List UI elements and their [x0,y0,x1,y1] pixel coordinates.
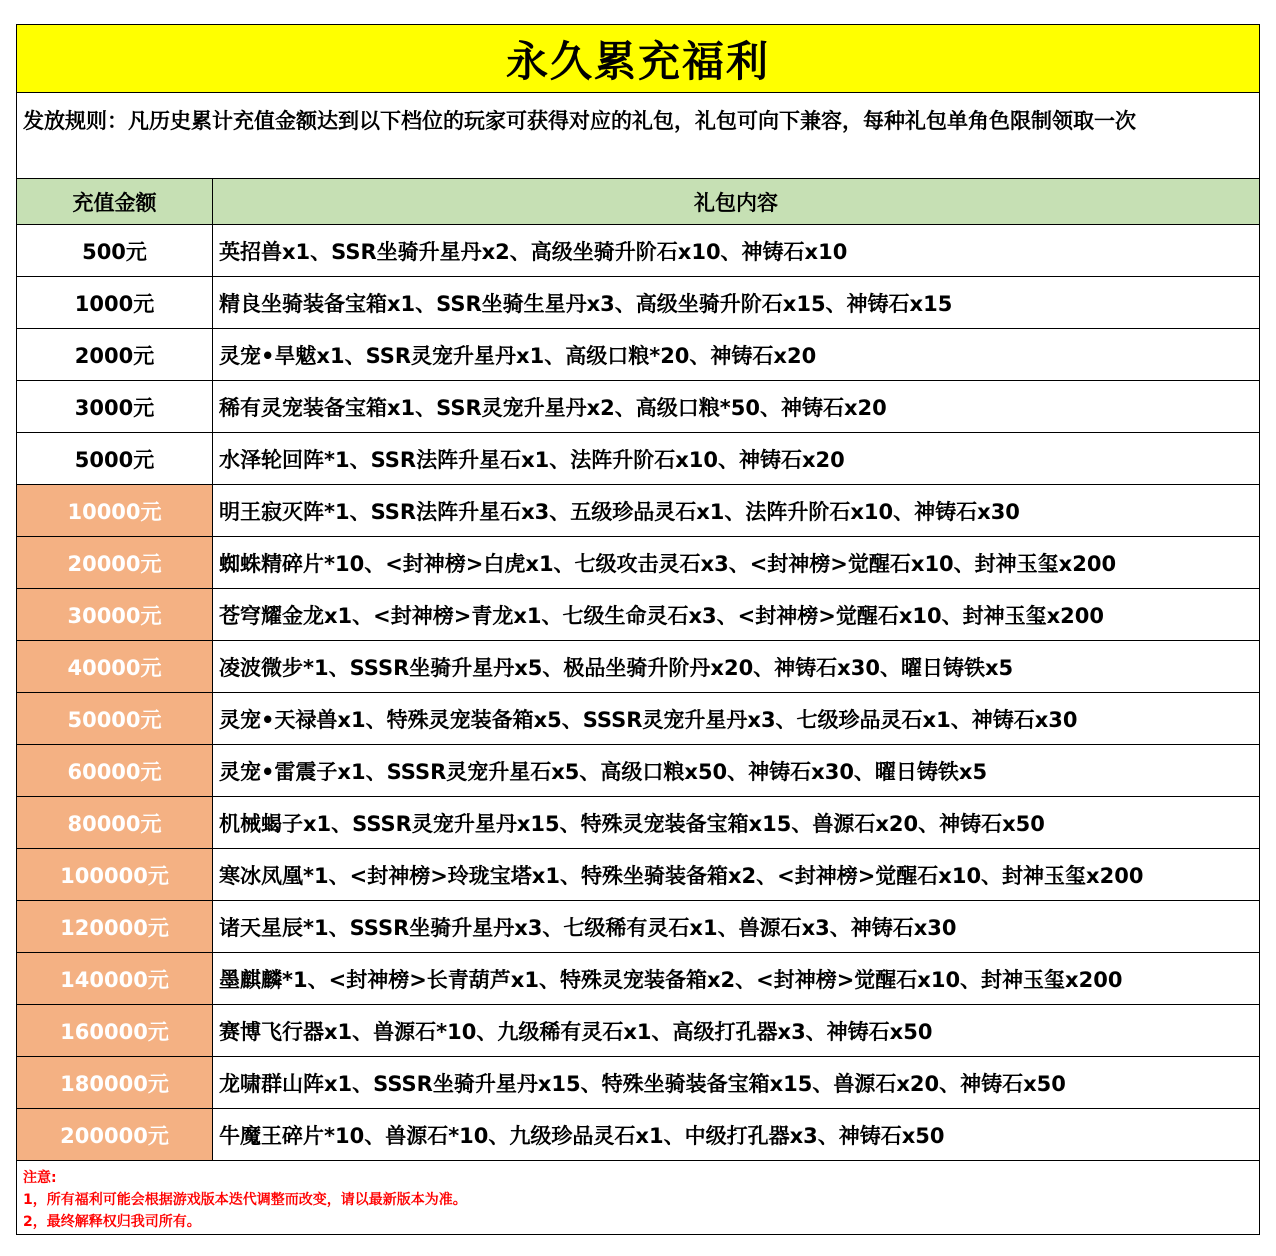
amount-cell: 120000元 [17,901,213,953]
amount-cell: 60000元 [17,745,213,797]
note-line: 1，所有福利可能会根据游戏版本迭代调整而改变，请以最新版本为准。 [23,1192,467,1208]
gift-cell: 寒冰凤凰*1、<封神榜>玲珑宝塔x1、特殊坐骑装备箱x2、<封神榜>觉醒石x10、封神玉玺x200 [213,849,1260,901]
amount-cell: 200000元 [17,1109,213,1161]
table-row [17,225,1260,277]
amount-cell: 2000元 [17,329,213,381]
table-header-row [17,179,1260,225]
table-row [17,589,1260,641]
page-title: 永久累充福利 [17,25,1260,93]
gift-cell: 龙啸群山阵x1、SSSR坐骑升星丹x15、特殊坐骑装备宝箱x15、兽源石x20、神铸石x50 [213,1057,1260,1109]
gift-cell: 凌波微步*1、SSSR坐骑升星丹x5、极品坐骑升阶丹x20、神铸石x30、曜日铸铁x5 [213,641,1260,693]
gift-cell: 灵宠•旱魃x1、SSR灵宠升星丹x1、高级口粮*20、神铸石x20 [213,329,1260,381]
amount-cell: 20000元 [17,537,213,589]
amount-cell: 500元 [17,225,213,277]
amount-cell: 100000元 [17,849,213,901]
amount-cell: 40000元 [17,641,213,693]
table-row [17,641,1260,693]
amount-cell: 50000元 [17,693,213,745]
amount-cell: 160000元 [17,1005,213,1057]
gift-cell: 墨麒麟*1、<封神榜>长青葫芦x1、特殊灵宠装备箱x2、<封神榜>觉醒石x10、封神玉玺x200 [213,953,1260,1005]
gift-cell: 赛博飞行器x1、兽源石*10、九级稀有灵石x1、高级打孔器x3、神铸石x50 [213,1005,1260,1057]
table-row [17,1109,1260,1161]
amount-cell: 1000元 [17,277,213,329]
amount-cell: 5000元 [17,433,213,485]
table-row [17,433,1260,485]
header-gifts: 礼包内容 [213,179,1260,225]
amount-cell: 30000元 [17,589,213,641]
gift-cell: 明王寂灭阵*1、SSR法阵升星石x3、五级珍品灵石x1、法阵升阶石x10、神铸石x30 [213,485,1260,537]
gift-cell: 牛魔王碎片*10、兽源石*10、九级珍品灵石x1、中级打孔器x3、神铸石x50 [213,1109,1260,1161]
table-row [17,901,1260,953]
table-row [17,745,1260,797]
amount-cell: 3000元 [17,381,213,433]
gift-cell: 灵宠•雷震子x1、SSSR灵宠升星石x5、高级口粮x50、神铸石x30、曜日铸铁x5 [213,745,1260,797]
notes-heading: 注意: [23,1170,57,1186]
amount-cell: 140000元 [17,953,213,1005]
table-row [17,1005,1260,1057]
table-row [17,485,1260,537]
table-row [17,797,1260,849]
note-line: 2，最终解释权归我司所有。 [23,1214,201,1230]
table-row [17,277,1260,329]
notes-section [17,1161,1260,1235]
amount-cell: 80000元 [17,797,213,849]
gift-cell: 机械蝎子x1、SSSR灵宠升星丹x15、特殊灵宠装备宝箱x15、兽源石x20、神铸石x50 [213,797,1260,849]
gift-cell: 稀有灵宠装备宝箱x1、SSR灵宠升星丹x2、高级口粮*50、神铸石x20 [213,381,1260,433]
gift-cell: 诸天星辰*1、SSSR坐骑升星丹x3、七级稀有灵石x1、兽源石x3、神铸石x30 [213,901,1260,953]
gift-cell: 精良坐骑装备宝箱x1、SSR坐骑生星丹x3、高级坐骑升阶石x15、神铸石x15 [213,277,1260,329]
gift-cell: 英招兽x1、SSR坐骑升星丹x2、高级坐骑升阶石x10、神铸石x10 [213,225,1260,277]
table-row [17,693,1260,745]
amount-cell: 180000元 [17,1057,213,1109]
welfare-sheet [16,24,1260,1235]
table-row [17,381,1260,433]
table-row [17,953,1260,1005]
gift-cell: 苍穹耀金龙x1、<封神榜>青龙x1、七级生命灵石x3、<封神榜>觉醒石x10、封神玉玺x200 [213,589,1260,641]
header-amount: 充值金额 [17,179,213,225]
table-row [17,1057,1260,1109]
table-row [17,329,1260,381]
table-row [17,849,1260,901]
amount-cell: 10000元 [17,485,213,537]
gift-cell: 蜘蛛精碎片*10、<封神榜>白虎x1、七级攻击灵石x3、<封神榜>觉醒石x10、封神玉玺x200 [213,537,1260,589]
gift-cell: 灵宠•天禄兽x1、特殊灵宠装备箱x5、SSSR灵宠升星丹x3、七级珍品灵石x1、神铸石x30 [213,693,1260,745]
gift-cell: 水泽轮回阵*1、SSR法阵升星石x1、法阵升阶石x10、神铸石x20 [213,433,1260,485]
table-row [17,537,1260,589]
rules-text: 发放规则：凡历史累计充值金额达到以下档位的玩家可获得对应的礼包，礼包可向下兼容，每种礼包单角色限制领取一次 [17,93,1260,179]
